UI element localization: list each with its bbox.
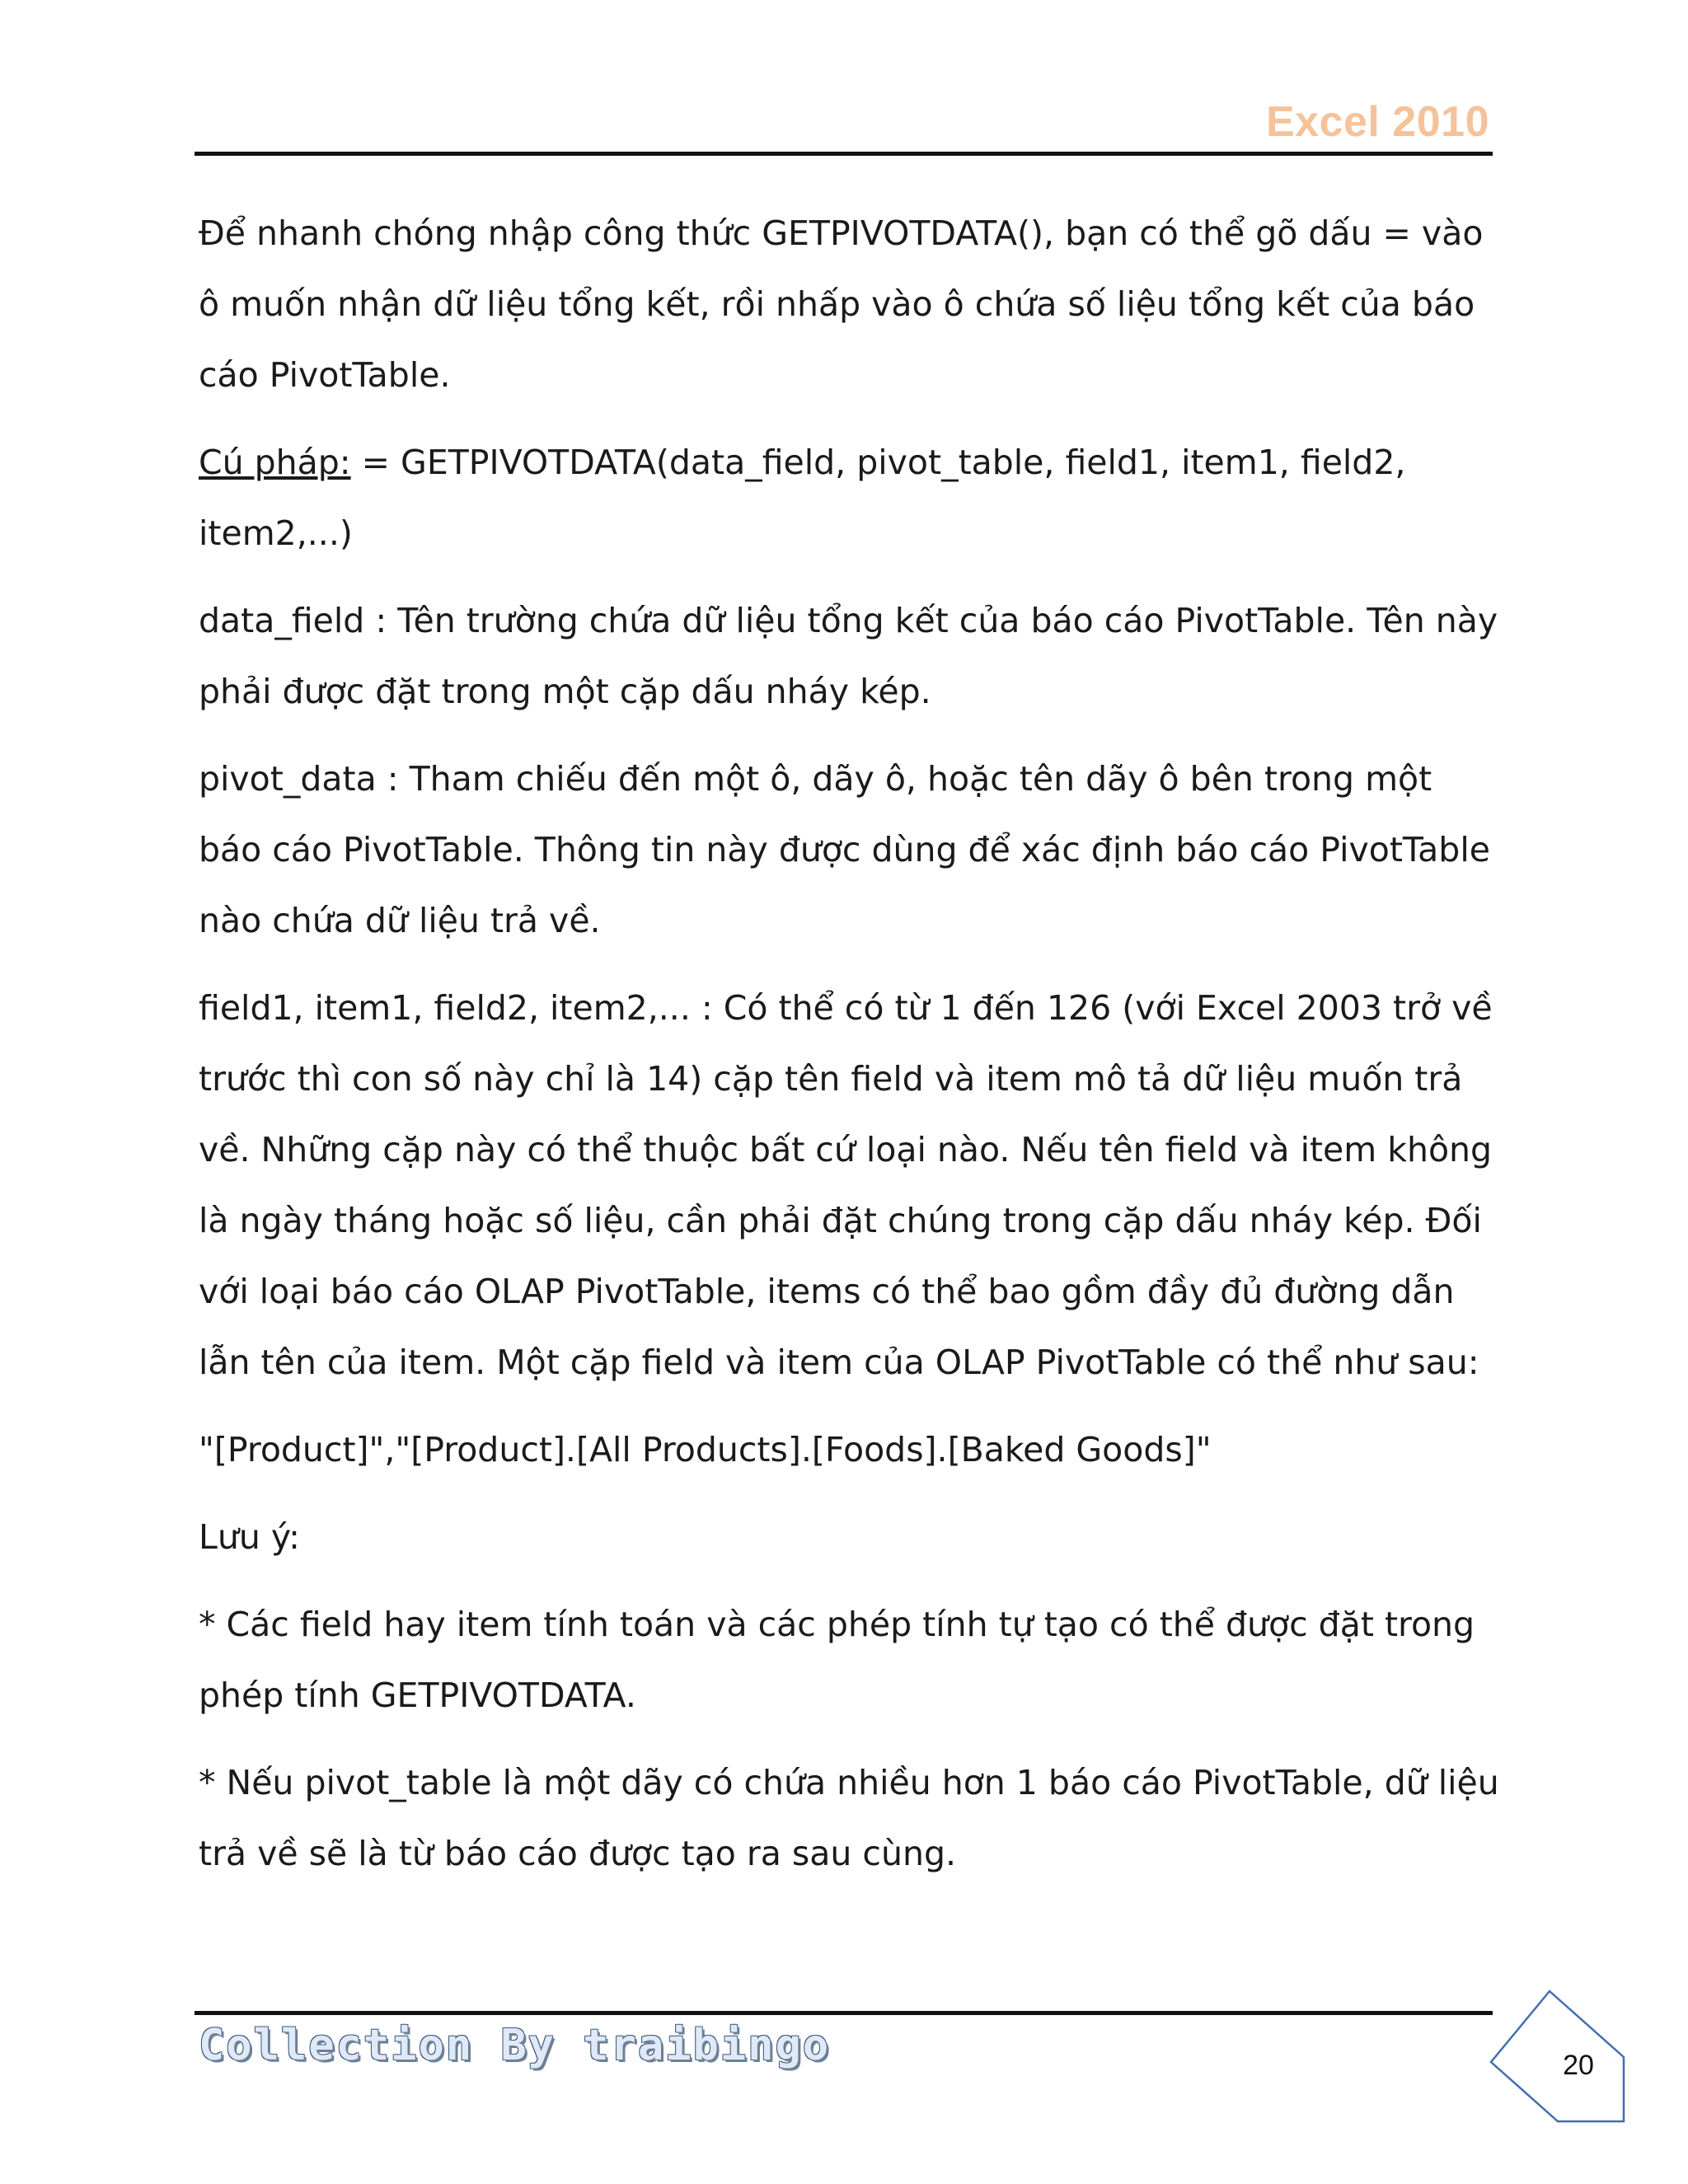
- note-label: Lưu ý:: [199, 1517, 300, 1557]
- header-title: Excel 2010: [1265, 98, 1489, 146]
- data-field-paragraph: data_field : Tên trường chứa dữ liệu tổng kết của báo cáo PivotTable. Tên này phải được đặt trong một cặp dấu nháy kép.: [199, 601, 1498, 711]
- syntax-formula: = GETPIVOTDATA(data_field, pivot_table, field1, item1, field2, item2,...): [199, 443, 1406, 553]
- note-item-2: * Nếu pivot_table là một dãy có chứa nhiều hơn 1 báo cáo PivotTable, dữ liệu trả về sẽ là từ báo cáo được tạo ra sau cùng.: [199, 1763, 1499, 1873]
- syntax-paragraph: [199, 427, 1501, 569]
- fields-paragraph: field1, item1, field2, item2,... : Có thể có từ 1 đến 126 (với Excel 2003 trở về trước thì con số này chỉ là 14) cặp tên field và item mô tả dữ liệu muốn trả về. Những cặp này có thể thuộc bất cứ loại nào. Nếu tên field và item không là ngày tháng hoặc số liệu, cần phải đặt chúng trong cặp dấu nháy kép. Đối với loại báo cáo OLAP PivotTable, items có thể bao gồm đầy đủ đường dẫn lẫn tên của item. Một cặp field và item của OLAP PivotTable có thể như sau:: [199, 988, 1493, 1382]
- syntax-label: Cú pháp:: [199, 443, 351, 482]
- pivot-data-paragraph: pivot_data : Tham chiếu đến một ô, dãy ô, hoặc tên dãy ô bên trong một báo cáo PivotTable. Thông tin này được dùng để xác định báo cáo PivotTable nào chứa dữ liệu trả về.: [199, 759, 1490, 940]
- intro-paragraph: Để nhanh chóng nhập công thức GETPIVOTDATA(), bạn có thể gõ dấu = vào ô muốn nhận dữ liệu tổng kết, rồi nhấp vào ô chứa số liệu tổng kết của báo cáo PivotTable.: [199, 213, 1484, 395]
- page-number: 20: [1563, 2050, 1594, 2081]
- footer-brand: Collection By traibingo: [199, 2021, 831, 2070]
- example-paragraph: "[Product]","[Product].[All Products].[Foods].[Baked Goods]": [199, 1430, 1212, 1469]
- note-item-1: * Các field hay item tính toán và các phép tính tự tạo có thể được đặt trong phép tính GETPIVOTDATA.: [199, 1605, 1475, 1715]
- footer-divider: [195, 2011, 1493, 2015]
- header-divider: [195, 152, 1493, 156]
- body-text: [199, 198, 1501, 1889]
